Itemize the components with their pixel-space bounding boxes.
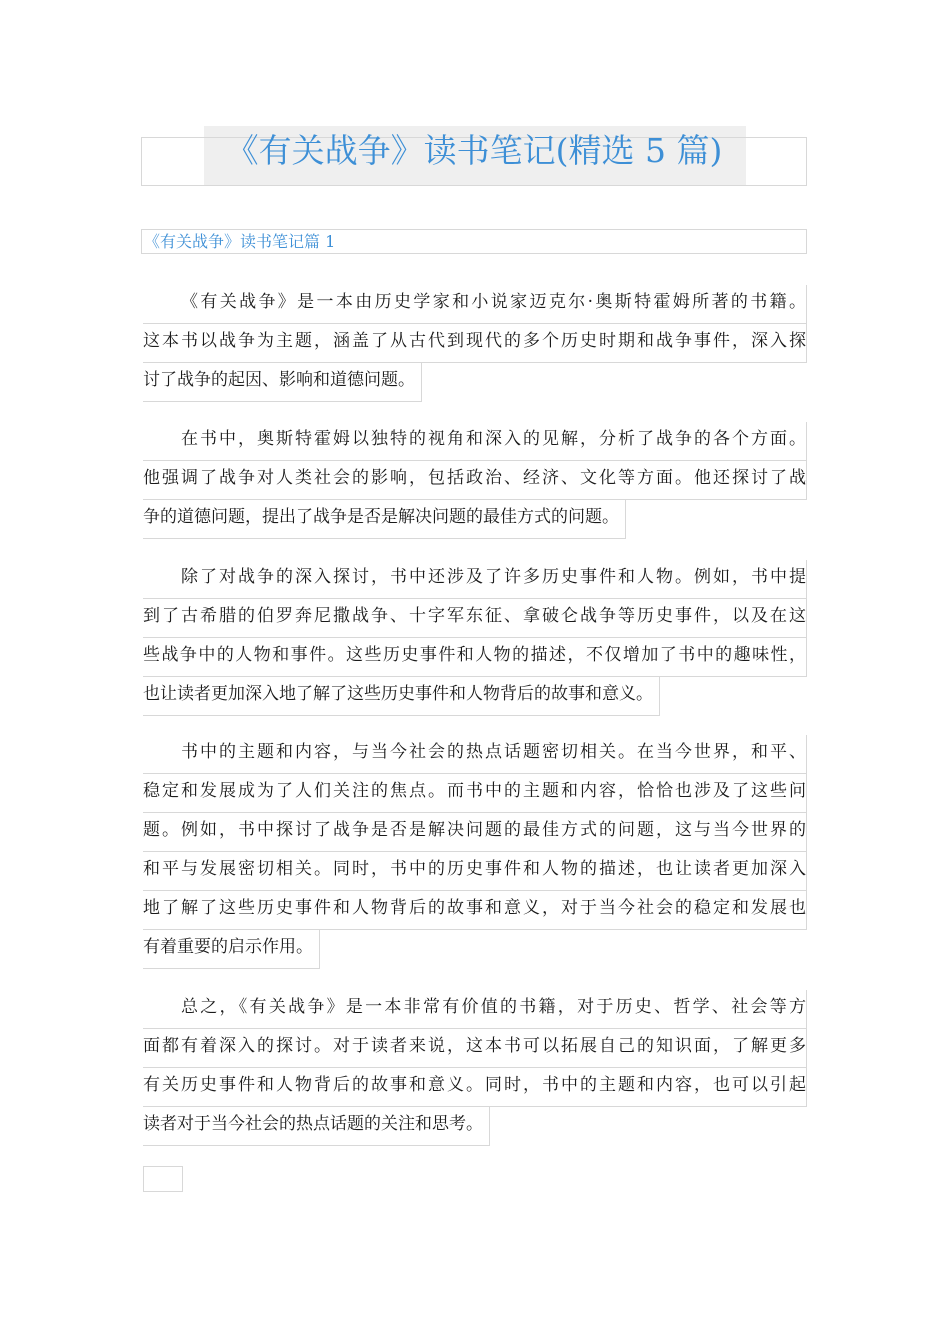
paragraph-line: 稳定和发展成为了人们关注的焦点。而书中的主题和内容，恰恰也涉及了这些问 — [143, 774, 807, 813]
paragraph-line: 总之，《有关战争》是一本非常有价值的书籍，对于历史、哲学、社会等方 — [143, 990, 807, 1029]
paragraph-4 — [143, 735, 807, 973]
paragraph-line: 和平与发展密切相关。同时，书中的历史事件和人物的描述，也让读者更加深入 — [143, 852, 807, 891]
paragraph-line: 除了对战争的深入探讨，书中还涉及了许多历史事件和人物。例如，书中提 — [143, 560, 807, 599]
paragraph-line: 地了解了这些历史事件和人物背后的故事和意义，对于当今社会的稳定和发展也 — [143, 891, 807, 930]
paragraph-line: 《有关战争》是一本由历史学家和小说家迈克尔·奥斯特霍姆所著的书籍。 — [143, 285, 807, 324]
paragraph-line: 讨了战争的起因、影响和道德问题。 — [143, 363, 422, 402]
paragraph-line: 读者对于当今社会的热点话题的关注和思考。 — [143, 1107, 490, 1146]
paragraph-line: 也让读者更加深入地了解了这些历史事件和人物背后的故事和意义。 — [143, 677, 660, 716]
paragraph-2 — [143, 422, 807, 543]
paragraph-line: 到了古希腊的伯罗奔尼撒战争、十字军东征、拿破仑战争等历史事件，以及在这 — [143, 599, 807, 638]
section-heading: 《有关战争》读书笔记篇 1 — [141, 229, 807, 254]
paragraph-line: 些战争中的人物和事件。这些历史事件和人物的描述，不仅增加了书中的趣味性， — [143, 638, 807, 677]
paragraph-5 — [143, 990, 807, 1150]
paragraph-line: 争的道德问题，提出了战争是否是解决问题的最佳方式的问题。 — [143, 500, 626, 539]
paragraph-line: 有着重要的启示作用。 — [143, 930, 320, 969]
paragraph-3 — [143, 560, 807, 720]
document-title: 《有关战争》读书笔记(精选 5 篇) — [225, 131, 723, 170]
paragraph-line: 面都有着深入的探讨。对于读者来说，这本书可以拓展自己的知识面，了解更多 — [143, 1029, 807, 1068]
paragraph-line: 书中的主题和内容，与当今社会的热点话题密切相关。在当今世界，和平、 — [143, 735, 807, 774]
paragraph-line: 在书中，奥斯特霍姆以独特的视角和深入的见解，分析了战争的各个方面。 — [143, 422, 807, 461]
paragraph-1 — [143, 285, 807, 406]
paragraph-line: 题。例如，书中探讨了战争是否是解决问题的最佳方式的问题，这与当今世界的 — [143, 813, 807, 852]
empty-text-box — [143, 1166, 183, 1192]
paragraph-line: 有关历史事件和人物背后的故事和意义。同时，书中的主题和内容，也可以引起 — [143, 1068, 807, 1107]
paragraph-line: 这本书以战争为主题，涵盖了从古代到现代的多个历史时期和战争事件，深入探 — [143, 324, 807, 363]
paragraph-line: 他强调了战争对人类社会的影响，包括政治、经济、文化等方面。他还探讨了战 — [143, 461, 807, 500]
